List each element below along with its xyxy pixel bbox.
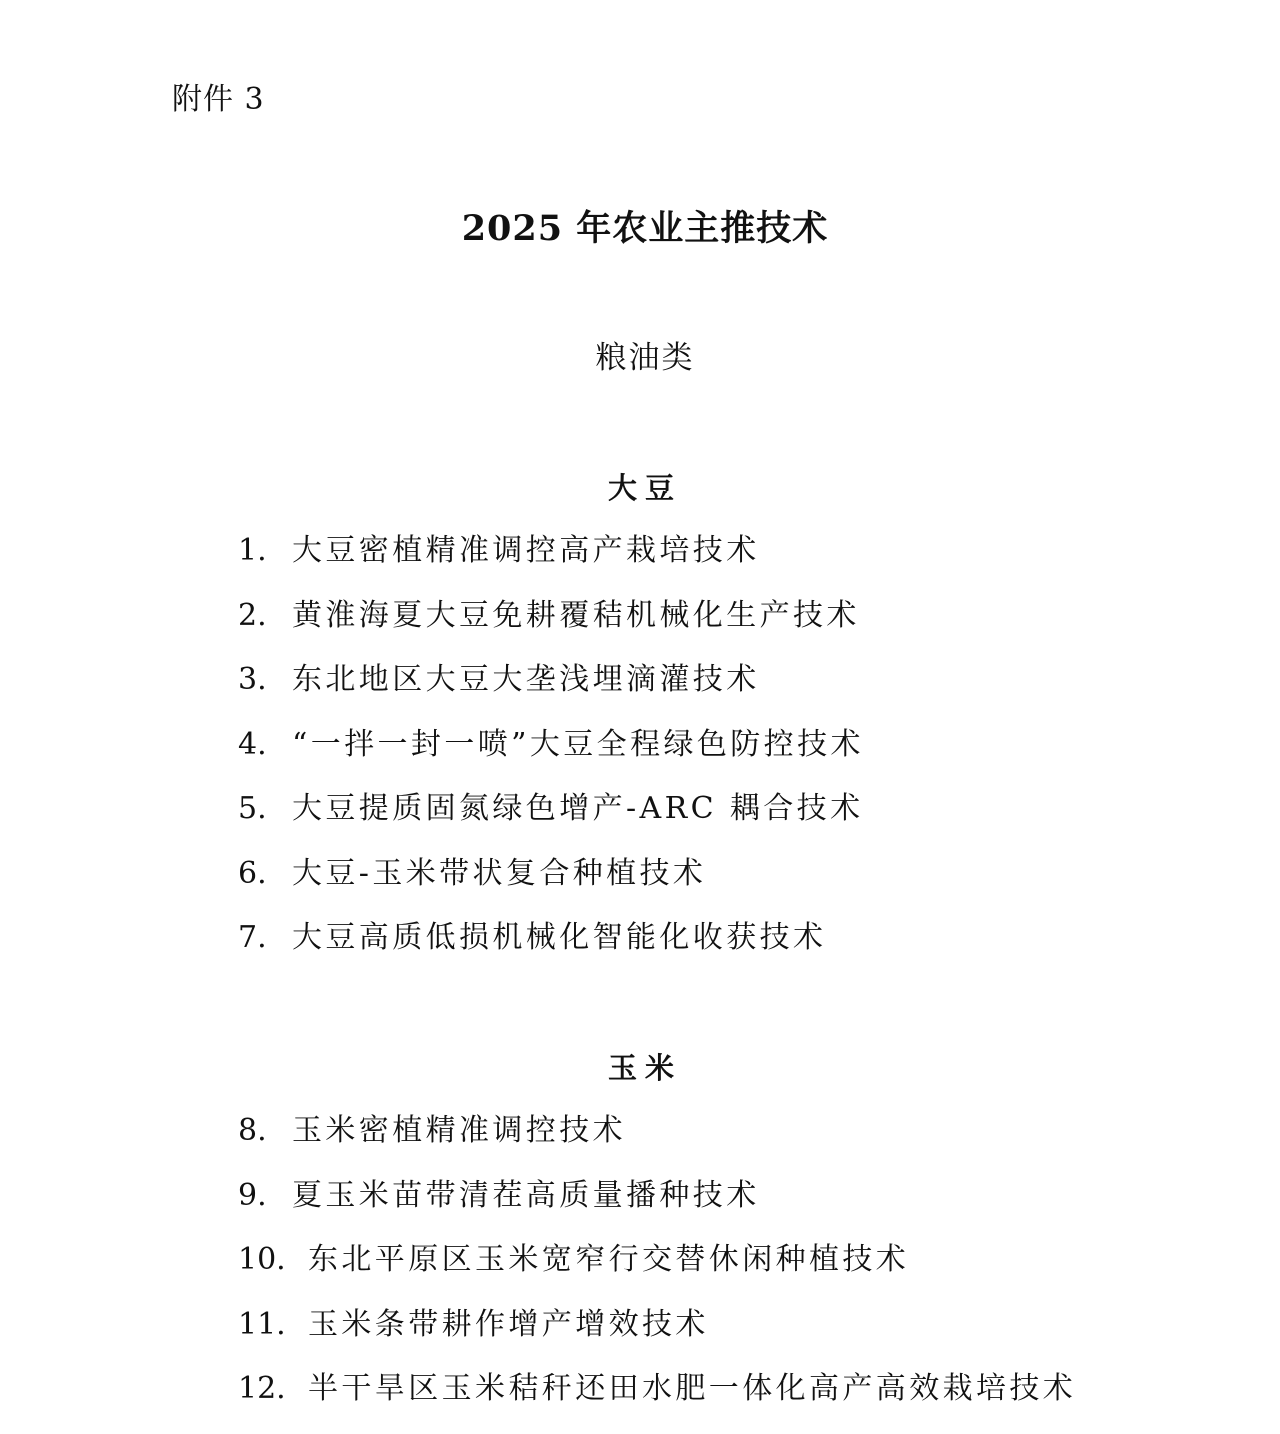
list-item bbox=[0, 596, 1280, 661]
item-number: 5. bbox=[238, 791, 267, 826]
item-number: 1. bbox=[238, 533, 267, 568]
item-number: 2. bbox=[238, 597, 267, 633]
item-text: 东北地区大豆大垄浅埋滴灌技术 bbox=[292, 662, 760, 697]
list-item bbox=[0, 854, 1280, 919]
list-item bbox=[0, 660, 1280, 725]
list-item bbox=[0, 1305, 1280, 1370]
item-text: 大豆提质固氮绿色增产-ARC 耦合技术 bbox=[292, 791, 864, 826]
attachment-label: 附件 3 bbox=[172, 82, 265, 117]
section-soybean bbox=[0, 468, 1280, 983]
item-text: 大豆密植精准调控高产栽培技术 bbox=[292, 533, 760, 568]
item-text: 东北平原区玉米宽窄行交替休闲种植技术 bbox=[308, 1242, 910, 1277]
item-text: 夏玉米苗带清茬高质量播种技术 bbox=[292, 1177, 760, 1213]
item-number: 4. bbox=[238, 726, 267, 762]
section-heading: 玉米 bbox=[607, 1051, 682, 1085]
list-item bbox=[0, 725, 1280, 790]
section-corn bbox=[0, 1048, 1280, 1434]
item-number: 7. bbox=[238, 920, 267, 955]
item-number: 6. bbox=[238, 855, 267, 891]
item-number: 10. bbox=[238, 1242, 286, 1277]
item-text: 玉米条带耕作增产增效技术 bbox=[308, 1306, 709, 1342]
item-text: 大豆-玉米带状复合种植技术 bbox=[292, 855, 707, 891]
list-item bbox=[0, 1369, 1280, 1434]
list-item bbox=[0, 1240, 1280, 1305]
item-text: 半干旱区玉米秸秆还田水肥一体化高产高效栽培技术 bbox=[308, 1371, 1077, 1406]
item-number: 12. bbox=[238, 1371, 286, 1406]
list-item bbox=[0, 1176, 1280, 1241]
item-text: 黄淮海夏大豆免耕覆秸机械化生产技术 bbox=[292, 597, 860, 633]
item-text: 大豆高质低损机械化智能化收获技术 bbox=[292, 920, 827, 955]
item-number: 11. bbox=[238, 1306, 286, 1342]
list-item bbox=[0, 531, 1280, 596]
item-number: 9. bbox=[238, 1177, 267, 1213]
list-item bbox=[0, 1111, 1280, 1176]
list-item bbox=[0, 918, 1280, 983]
section-heading: 大豆 bbox=[607, 471, 682, 505]
item-text: 玉米密植精准调控技术 bbox=[292, 1113, 626, 1148]
item-number: 3. bbox=[238, 662, 267, 697]
category-heading: 粮油类 bbox=[595, 340, 695, 376]
document-title: 2025 年农业主推技术 bbox=[461, 208, 829, 249]
item-number: 8. bbox=[238, 1113, 267, 1148]
technology-list bbox=[0, 531, 1280, 983]
item-text: “一拌一封一喷”大豆全程绿色防控技术 bbox=[292, 726, 864, 762]
list-item bbox=[0, 789, 1280, 854]
technology-list bbox=[0, 1111, 1280, 1434]
